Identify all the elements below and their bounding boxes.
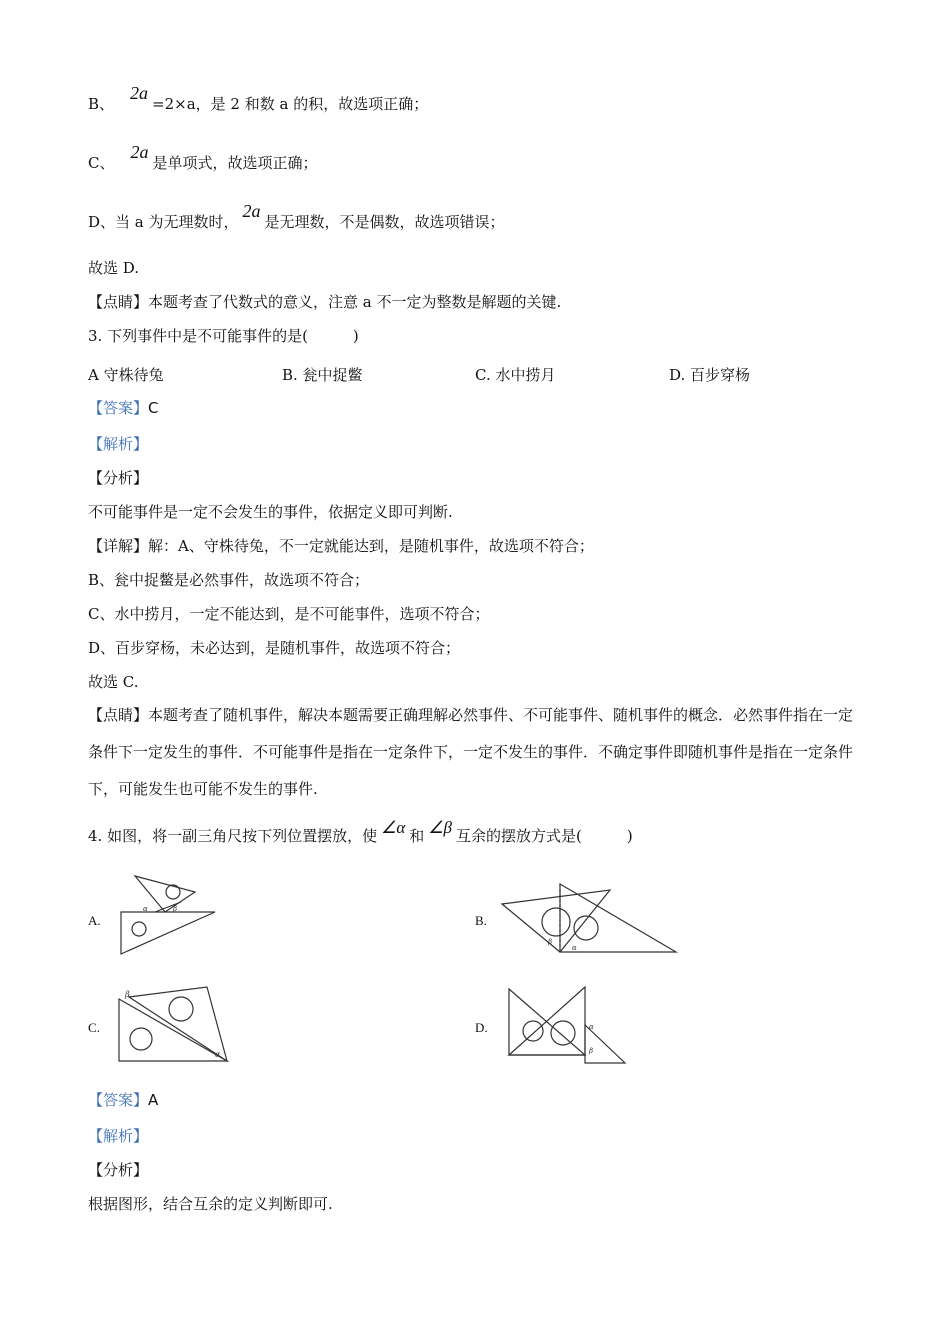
q3-fenxi-text: 不可能事件是一定不会发生的事件，依据定义即可判断. [88,503,453,521]
svg-text:α: α [589,1023,594,1031]
angle-alpha: ∠α [381,818,406,837]
q3-option-d: D. 百步穿杨 [669,366,751,384]
q3-detail: 【详解】解：A、守株待兔，不一定就能达到，是随机事件，故选项不符合； [88,537,594,555]
option-prefix: C、 [88,154,115,172]
angle-beta: ∠β [428,818,452,837]
question-text: 和 [409,827,425,845]
math-2a: 2a [242,201,261,221]
q3-option-c: C. 水中捞月 [475,366,556,384]
explain-text: 是无理数，不是偶数，故选项错误； [264,213,505,231]
svg-text:α: α [215,1050,221,1059]
q3-question: 3. 下列事件中是不可能事件的是( ) [88,327,359,345]
answer-tag: 【答案】 [88,1091,149,1109]
q2-option-d-explain [88,201,505,232]
q3-comment: 【点睛】本题考查了随机事件，解决本题需要正确理解必然事件、不可能事件、随机事件的概念．必然事件指在一定条件下一定发生的事件．不可能事件是指在一定条件下，一定不发生的事件．不确定事件即随机事件是指在一定条件下，可能发生也可能不发生的事件. [88,706,854,798]
q4-answer [88,1090,158,1110]
svg-text:α: α [143,905,148,913]
figure-b-label: B. [475,913,487,928]
q3-line-d: D、百步穿杨，未必达到，是随机事件，故选项不符合； [88,639,461,657]
explain-text: =2×a，是 2 和数 a 的积，故选项正确； [152,95,429,113]
question-text: 4. 如图，将一副三角尺按下列位置摆放，使 [88,827,378,845]
figure-c-label: C. [88,1020,100,1035]
figure-a-triangles [115,872,225,960]
svg-text:β: β [173,905,178,913]
answer-tag: 【答案】 [88,399,149,417]
question-text: 互余的摆放方式是( ) [456,827,633,845]
q3-line-b: B、瓮中捉鳖是必然事件，故选项不符合； [88,571,370,589]
figure-b-triangles [500,882,680,954]
math-2a: 2a [130,83,149,103]
answer-value: C [148,399,159,417]
svg-text:β: β [548,938,553,946]
figure-c-triangles [115,985,235,1065]
svg-text:α: α [572,944,577,952]
figure-a-label: A. [88,913,101,928]
answer-value: A [148,1091,159,1109]
figure-d-triangles [505,985,630,1067]
option-prefix: D、当 a 为无理数时， [88,213,239,231]
q4-analysis-tag: 【解析】 [88,1127,149,1145]
q4-fenxi-text: 根据图形，结合互余的定义判断即可. [88,1195,333,1213]
q3-option-a: A 守株待兔 [88,366,164,384]
option-prefix: B、 [88,95,115,113]
figure-d-label: D. [475,1020,488,1035]
q3-choose: 故选 C. [88,673,139,691]
q3-analysis-tag: 【解析】 [88,435,149,453]
q3-fenxi-tag: 【分析】 [88,469,149,487]
svg-text:β: β [589,1047,594,1055]
q2-comment: 【点睛】本题考查了代数式的意义，注意 a 不一定为整数是解题的关键. [88,293,562,311]
q2-option-b-explain [88,83,429,114]
q2-choose: 故选 D. [88,259,140,277]
q4-question [88,818,633,846]
q3-line-c: C、水中捞月，一定不能达到，是不可能事件，选项不符合； [88,605,490,623]
q3-answer [88,398,159,418]
math-2a: 2a [130,142,149,162]
q4-fenxi-tag: 【分析】 [88,1161,149,1179]
q2-option-c-explain [88,142,318,173]
explain-text: 是单项式，故选项正确； [152,154,318,172]
svg-text:β: β [125,990,130,999]
q3-option-b: B. 瓮中捉鳖 [282,366,363,384]
